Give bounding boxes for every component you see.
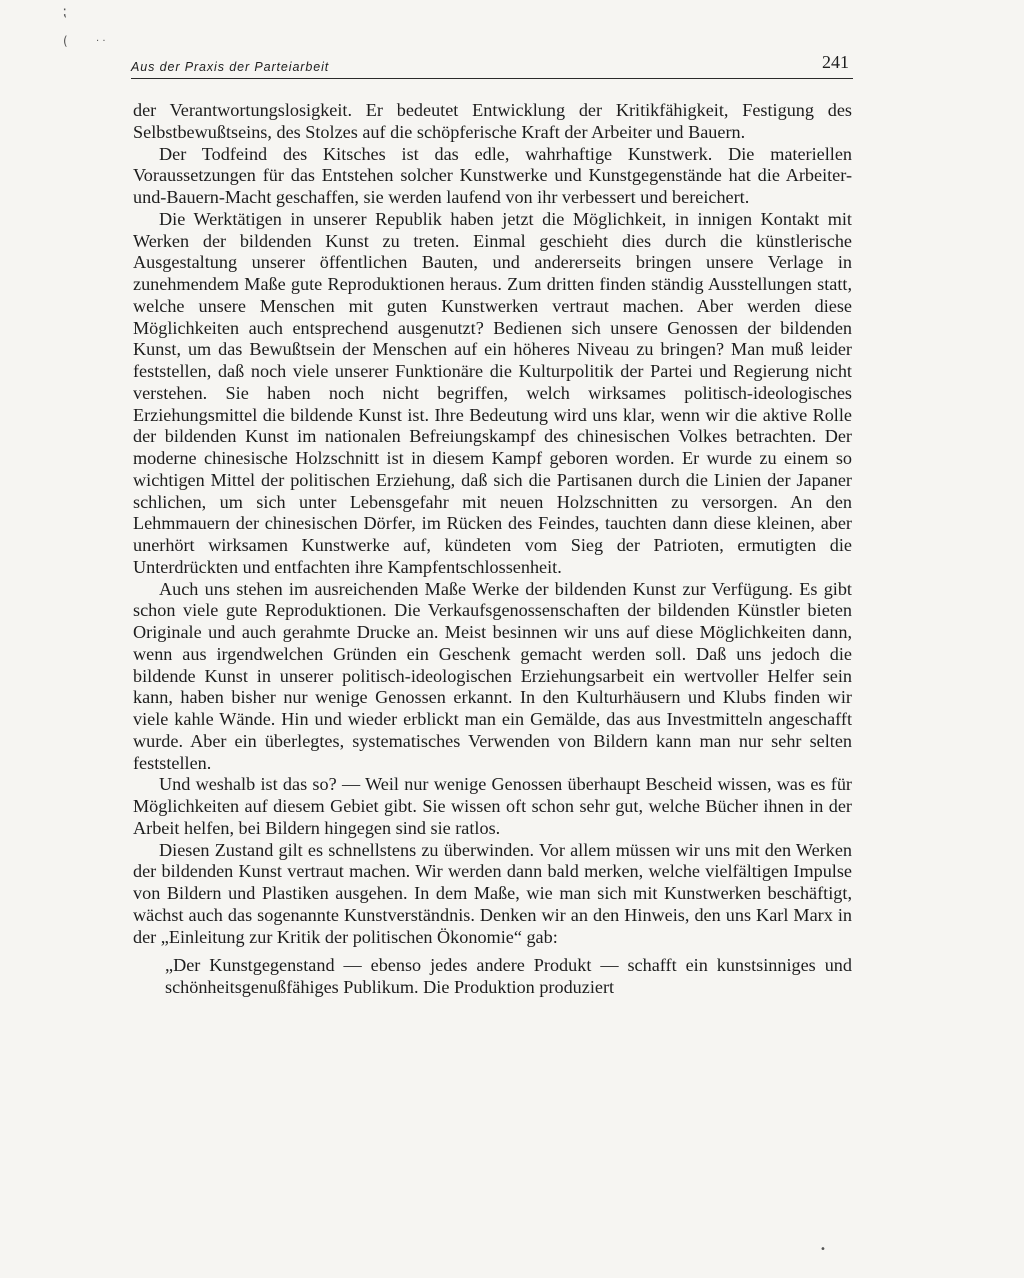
- paragraph-2: Der Todfeind des Kitsches ist das edle, wahrhaftige Kunstwerk. Die materiellen Voraussetzungen für das Entstehen solcher Kunstwerke und Kunstgegenstände hat die Arbeiter-und-Bauern-Macht geschaffen, sie werden laufend von ihr verbessert und bereichert.: [133, 143, 852, 207]
- body-text: [133, 100, 852, 999]
- margin-speck: •: [820, 1244, 826, 1255]
- paragraph-3: Die Werktätigen in unserer Republik haben jetzt die Möglichkeit, in innigen Kontakt mit Werken der bildenden Kunst zu treten. Einmal geschieht dies durch die künstlerische Ausgestaltung unserer öffentlichen Bauten, und andererseits bringen unsere Verlage in zunehmendem Maße gute Reproduktionen heraus. Zum dritten finden ständig Ausstellungen statt, welche unsere Menschen mit guten Kunstwerken vertraut machen. Aber werden diese Möglichkeiten auch entsprechend ausgenutzt? Bedienen sich unsere Genossen der bildenden Kunst, um das Bewußtsein der Menschen auf ein höheres Niveau zu bringen? Man muß leider feststellen, daß noch viele unserer Funktionäre die Kulturpolitik der Partei und Regierung nicht verstehen. Sie haben noch nicht begriffen, welch wirksames politisch-ideologisches Erziehungsmittel die bildende Kunst ist. Ihre Bedeutung wird uns klar, wenn wir die aktive Rolle der bildenden Kunst im nationalen Befreiungskampf des chinesischen Volkes betrachten. Der moderne chinesische Holzschnitt ist in diesem Kampf geboren worden. Er wurde zu einem so wichtigen Mittel der politischen Erziehung, daß sich die Partisanen durch die Linien der Japaner schlichen, um sich unter Lebensgefahr mit neuen Holzschnitten zu versorgen. An den Lehmmauern der chinesischen Dörfer, im Rücken des Feindes, tauchten dann diese kleinen, aber unerhört wirksamen Kunstwerke auf, kündeten vom Sieg der Patrioten, ermutigten die Unterdrückten und entfachten ihre Kampfentschlossenheit.: [133, 208, 852, 577]
- margin-speck: · ·: [96, 36, 106, 47]
- page-header: [131, 52, 853, 82]
- paragraph-6: Diesen Zustand gilt es schnellstens zu überwinden. Vor allem müssen wir uns mit den Werken der bildenden Kunst vertraut machen. Wir werden dann bald merken, welche vielfältigen Impulse von Bildern und Plastiken ausgehen. In dem Maße, wie man sich mit Kunstwerken beschäftigt, wächst auch das sogenannte Kunstverständnis. Denken wir an den Hinweis, den uns Karl Marx in der „Einleitung zur Kritik der politischen Ökonomie“ gab:: [133, 839, 852, 947]
- margin-speck: (: [63, 34, 68, 48]
- running-head: Aus der Praxis der Parteiarbeit: [131, 60, 330, 74]
- paragraph-4: Auch uns stehen im ausreichenden Maße Werke der bildenden Kunst zur Verfügung. Es gibt schon viele gute Reproduktionen. Die Verkaufsgenossenschaften der bildenden Künstler bieten Originale und auch gerahmte Drucke an. Meist besinnen wir uns auf diese Möglichkeiten dann, wenn aus irgendwelchen Gründen ein Geschenk gemacht werden soll. Daß uns jedoch die bildende Kunst in unserer politisch-ideologischen Erziehungsarbeit ein wertvoller Helfer sein kann, haben bisher nur wenige Genossen erkannt. In den Kulturhäusern und Klubs finden wir viele kahle Wände. Hin und wieder erblickt man ein Gemälde, das aus Investmitteln angeschafft wurde. Aber ein überlegtes, systematisches Verwenden von Bildern kann man nur sehr selten feststellen.: [133, 578, 852, 773]
- block-quote: „Der Kunstgegenstand — ebenso jedes andere Produkt — schafft ein kunstsinniges und schönheitsgenußfähiges Publikum. Die Produktion produziert: [165, 955, 852, 997]
- paragraph-5: Und weshalb ist das so? — Weil nur wenige Genossen überhaupt Bescheid wissen, was es für Möglichkeiten auf diesem Gebiet gibt. Sie wissen oft schon sehr gut, welche Bücher ihnen in der Arbeit helfen, bei Bildern hingegen sind sie ratlos.: [133, 774, 852, 838]
- paragraph-1: der Verantwortungslosigkeit. Er bedeutet Entwicklung der Kritikfähigkeit, Festigung des Selbstbewußtseins, des Stolzes auf die schöpferische Kraft der Arbeiter und Bauern.: [133, 100, 852, 142]
- page-number: 241: [822, 52, 849, 72]
- header-rule: [131, 78, 853, 79]
- margin-speck: ⁏: [62, 4, 67, 20]
